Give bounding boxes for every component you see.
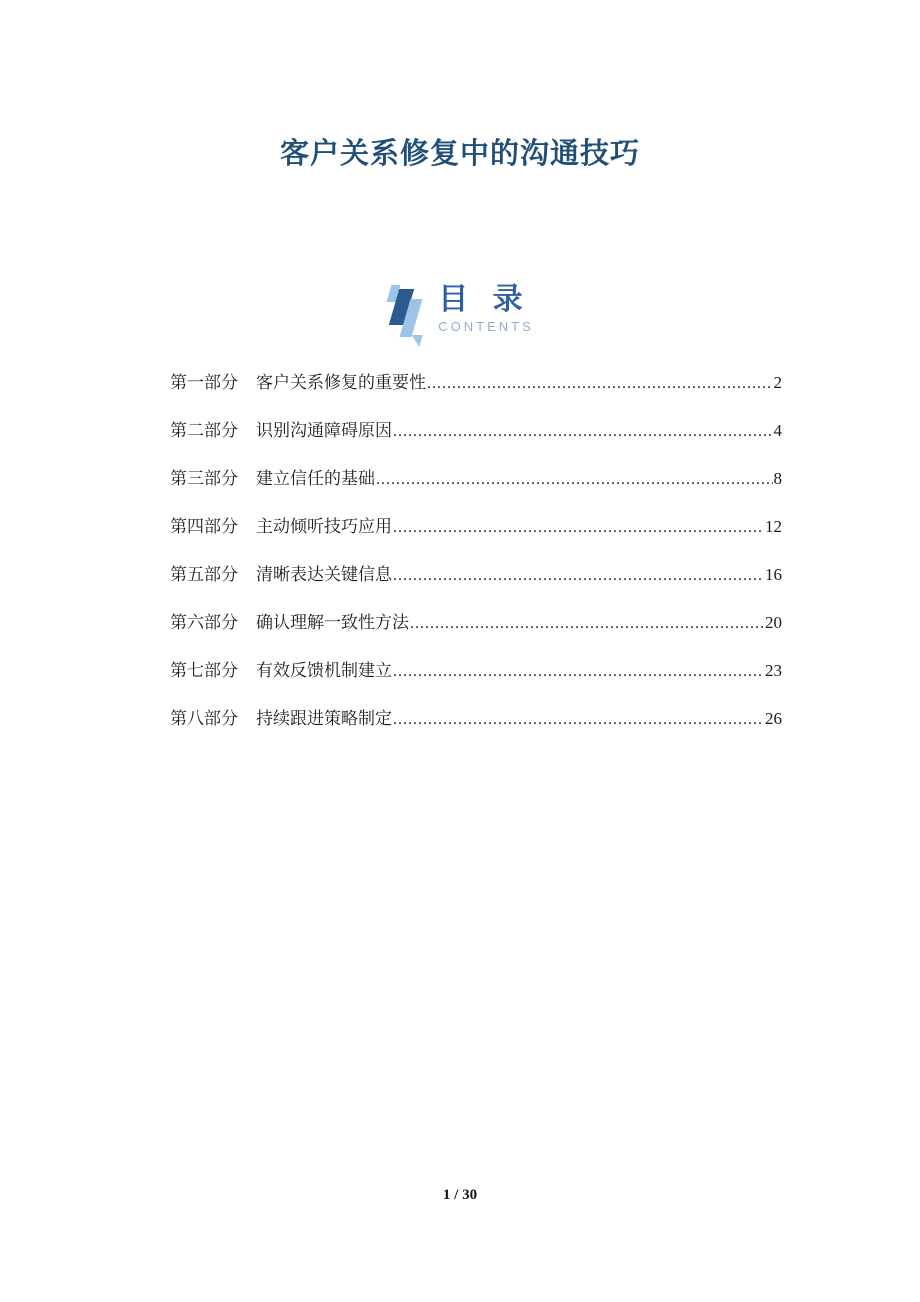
dot-leader [393, 661, 764, 681]
toc-entry-label: 第四部分 [170, 517, 238, 536]
toc-entry-label: 第七部分 [170, 661, 238, 680]
dot-leader [376, 469, 773, 489]
toc-entry[interactable] [170, 464, 782, 488]
toc-entry-page: 16 [765, 565, 782, 584]
toc-entry-page: 26 [765, 709, 782, 728]
dot-leader [393, 517, 764, 537]
toc-entry[interactable] [170, 704, 782, 728]
toc-heading-english: CONTENTS [438, 319, 534, 334]
toc-entry-page: 4 [773, 421, 782, 440]
toc-brush-mark-icon [386, 283, 430, 349]
toc-entry-title[interactable]: 主动倾听技巧应用 [256, 517, 392, 536]
dot-leader [393, 565, 764, 585]
toc-entry-title[interactable]: 客户关系修复的重要性 [256, 373, 426, 392]
toc-entry-title[interactable]: 确认理解一致性方法 [256, 613, 409, 632]
toc-entry-label: 第三部分 [170, 469, 238, 488]
toc-entry-label: 第二部分 [170, 421, 238, 440]
toc-entry[interactable] [170, 656, 782, 680]
toc-entry[interactable] [170, 512, 782, 536]
toc-entry[interactable] [170, 560, 782, 584]
toc-entry-title[interactable]: 建立信任的基础 [256, 469, 375, 488]
dot-leader [410, 613, 764, 633]
toc-entry-title[interactable]: 清晰表达关键信息 [256, 565, 392, 584]
toc-entry[interactable] [170, 368, 782, 392]
toc-entry-page: 12 [765, 517, 782, 536]
toc-entry[interactable] [170, 608, 782, 632]
dot-leader [393, 421, 773, 441]
toc-entry-page: 23 [765, 661, 782, 680]
dot-leader [393, 709, 764, 729]
toc-entry-label: 第五部分 [170, 565, 238, 584]
brush-segment-tail [409, 335, 423, 347]
dot-leader [427, 373, 773, 393]
toc-entry[interactable] [170, 416, 782, 440]
toc-entry-page: 2 [773, 373, 782, 392]
page-title: 客户关系修复中的沟通技巧 [279, 138, 640, 171]
toc-entry-title[interactable]: 有效反馈机制建立 [256, 661, 392, 680]
toc-entry-page: 20 [765, 613, 782, 632]
toc-entry-label: 第六部分 [170, 613, 238, 632]
toc-entry-title[interactable]: 持续跟进策略制定 [256, 709, 392, 728]
toc-heading-chinese: 目 录 [438, 283, 531, 316]
toc-entry-title[interactable]: 识别沟通障碍原因 [256, 421, 392, 440]
page-number-footer: 1 / 30 [442, 1187, 478, 1203]
toc-entry-label: 第八部分 [170, 709, 238, 728]
toc-list [170, 368, 782, 752]
toc-entry-label: 第一部分 [170, 373, 238, 392]
toc-entry-page: 8 [773, 469, 782, 488]
toc-header [0, 283, 920, 349]
